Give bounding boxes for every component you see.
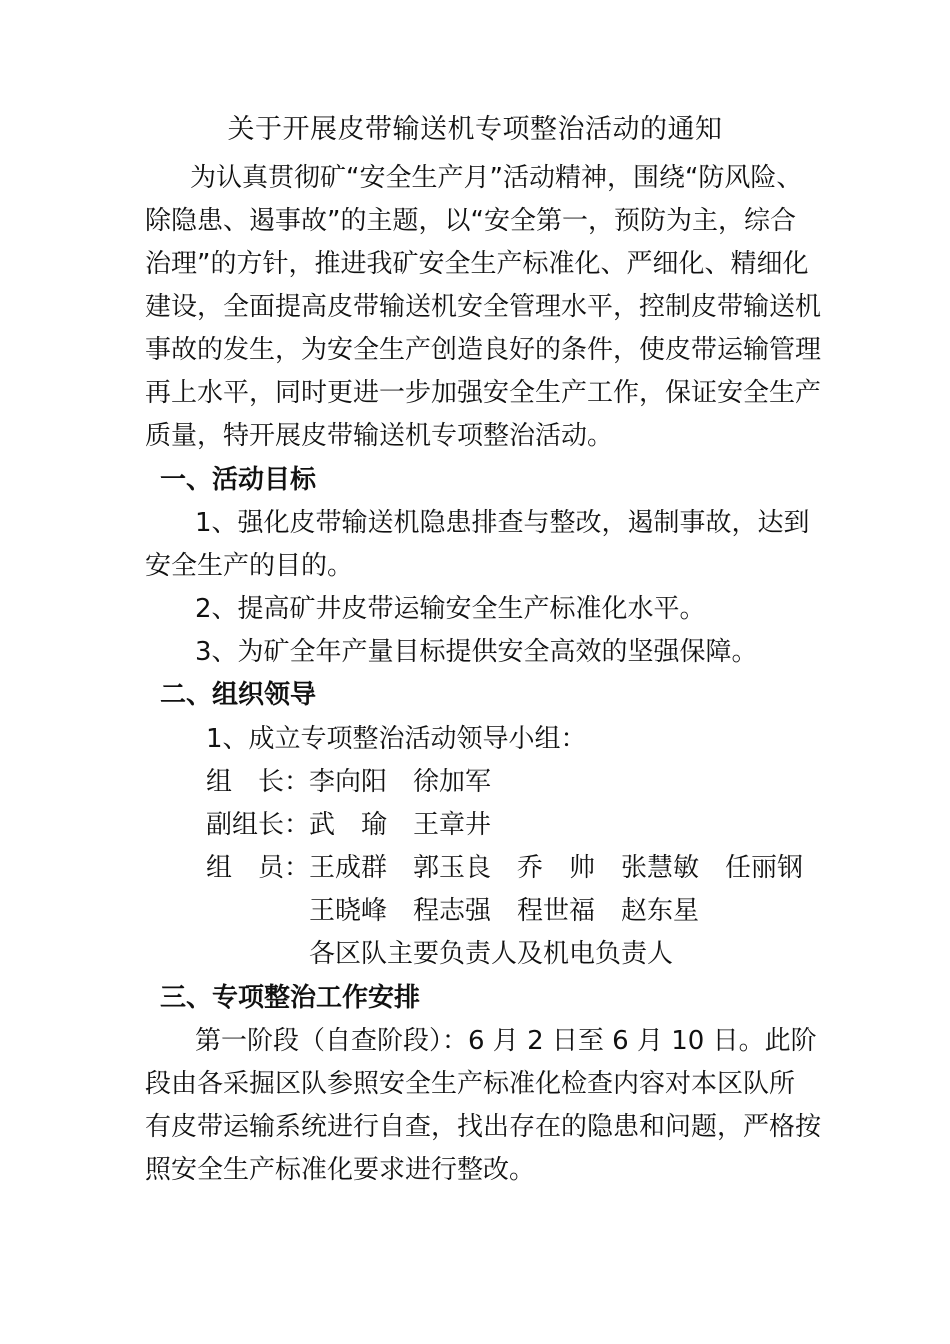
- intro-line-6: 再上水平，同时更进一步加强安全生产工作，保证安全生产: [145, 378, 822, 408]
- section-heading-arrangement: 三、专项整治工作安排: [160, 983, 421, 1013]
- member-names-line-2: 王晓峰 程志强 程世福 赵东星: [309, 896, 700, 926]
- intro-line-4: 建设，全面提高皮带输送机安全管理水平，控制皮带输送机: [145, 292, 822, 322]
- section-heading-leadership: 二、组织领导: [160, 680, 317, 710]
- member-names-line-3: 各区队主要负责人及机电负责人: [309, 939, 674, 969]
- arrangement-line-4: 照安全生产标准化要求进行整改。: [145, 1155, 536, 1185]
- arrangement-line-1: 第一阶段（自查阶段）：6 月 2 日至 6 月 10 日。此阶: [195, 1026, 817, 1056]
- section-heading-goals: 一、活动目标: [160, 465, 317, 495]
- goal-item-2: 2、提高矿井皮带运输安全生产标准化水平。: [195, 594, 706, 624]
- goal-item-3: 3、为矿全年产量目标提供安全高效的坚强保障。: [195, 637, 758, 667]
- intro-line-5: 事故的发生，为安全生产创造良好的条件，使皮带运输管理: [145, 335, 822, 365]
- leader-names: 李向阳 徐加军: [309, 767, 492, 797]
- member-label: 组 员：: [206, 853, 311, 883]
- goal-item-1-line-2: 安全生产的目的。: [145, 551, 354, 581]
- deputy-label: 副组长：: [206, 810, 311, 840]
- leadership-item-1: 1、成立专项整治活动领导小组：: [206, 724, 587, 754]
- deputy-names: 武 瑜 王章井: [309, 810, 492, 840]
- goal-item-1-line-1: 1、强化皮带输送机隐患排查与整改，遏制事故，达到: [195, 508, 810, 538]
- leader-label: 组 长：: [206, 767, 311, 797]
- intro-line-3: 治理”的方针，推进我矿安全生产标准化、严细化、精细化: [145, 249, 809, 279]
- arrangement-line-2: 段由各采掘区队参照安全生产标准化检查内容对本区队所: [145, 1069, 796, 1099]
- arrangement-line-3: 有皮带运输系统进行自查，找出存在的隐患和问题，严格按: [145, 1112, 822, 1142]
- document-title: 关于开展皮带输送机专项整治活动的通知: [227, 114, 723, 145]
- member-names-line-1: 王成群 郭玉良 乔 帅 张慧敏 任丽钢: [309, 853, 804, 883]
- intro-line-7: 质量，特开展皮带输送机专项整治活动。: [145, 421, 614, 451]
- intro-line-2: 除隐患、遏事故”的主题，以“安全第一，预防为主，综合: [145, 206, 796, 236]
- intro-line-1: 为认真贯彻矿“安全生产月”活动精神，围绕“防风险、: [190, 163, 803, 193]
